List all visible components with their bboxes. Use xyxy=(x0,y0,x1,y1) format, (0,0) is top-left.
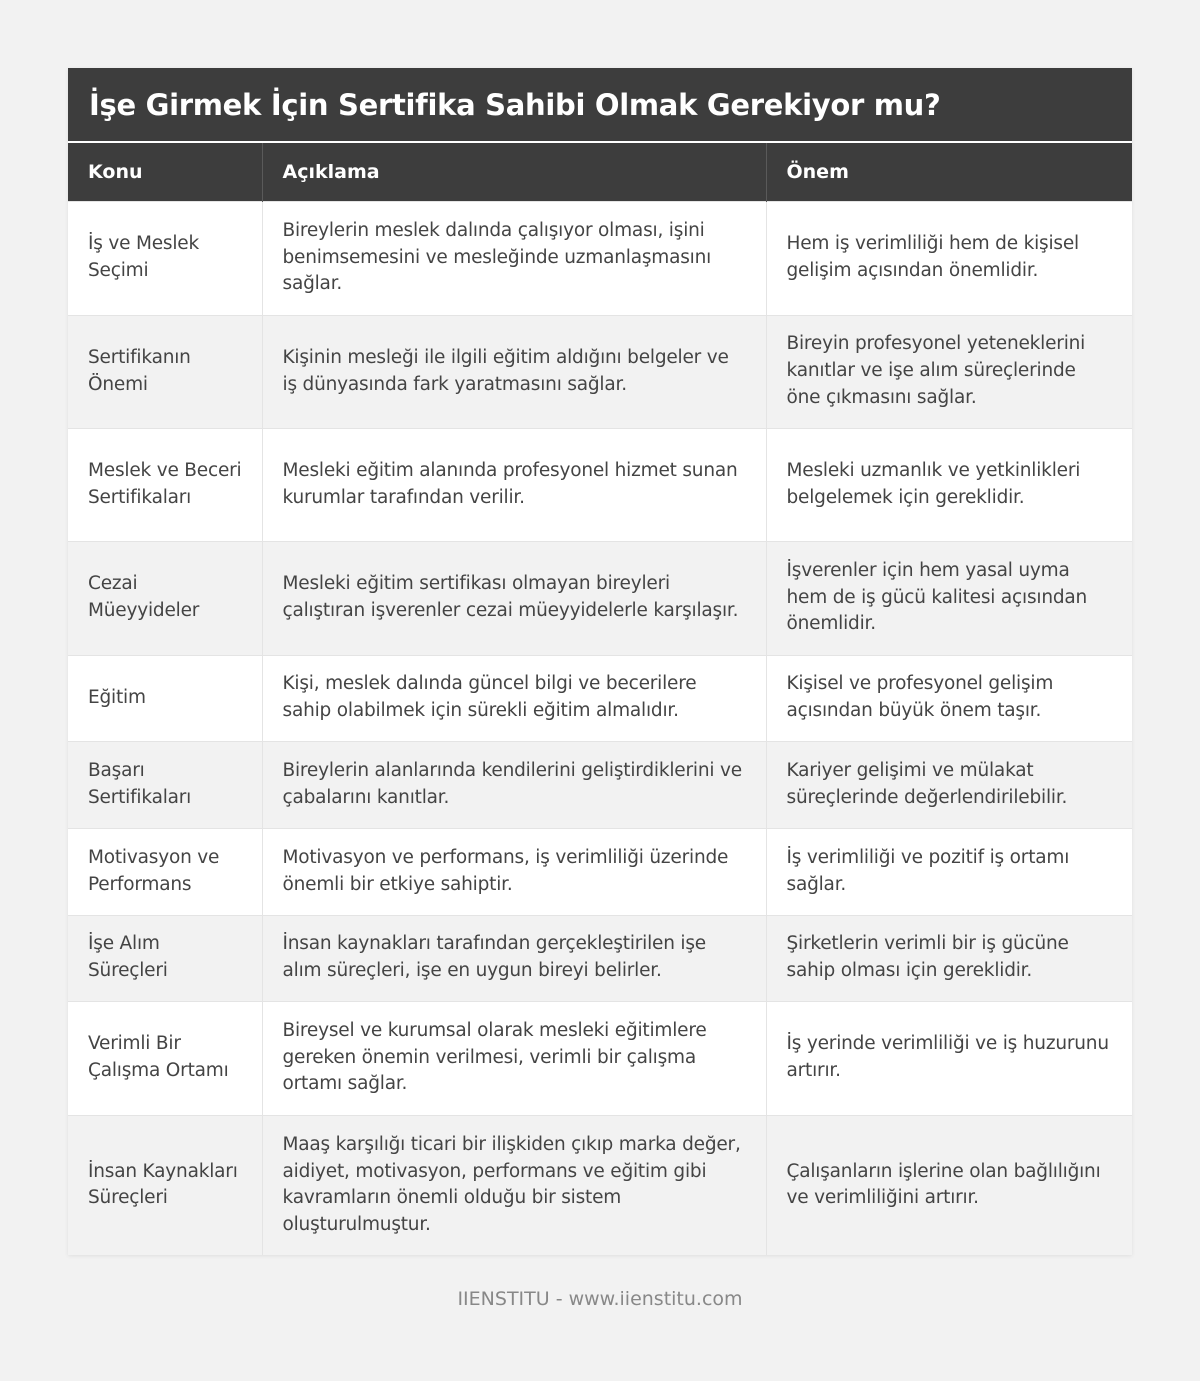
column-header-aciklama: Açıklama xyxy=(262,143,766,201)
cell-aciklama: Bireysel ve kurumsal olarak mesleki eğitimlere gereken önemin verilmesi, verimli bir çalışma ortamı sağlar. xyxy=(262,1001,766,1115)
table-card xyxy=(68,68,1132,1255)
table-row xyxy=(68,1115,1132,1255)
page-title: İşe Girmek İçin Sertifika Sahibi Olmak Gerekiyor mu? xyxy=(89,87,941,122)
cell-onem: Kişisel ve profesyonel gelişim açısından büyük önem taşır. xyxy=(766,655,1132,741)
cell-konu: İş ve Meslek Seçimi xyxy=(68,201,262,315)
cell-aciklama: Bireylerin alanlarında kendilerini geliştirdiklerini ve çabalarını kanıtlar. xyxy=(262,741,766,828)
cell-konu: Motivasyon ve Performans xyxy=(68,828,262,915)
title-bar xyxy=(68,68,1132,143)
table-row xyxy=(68,828,1132,915)
cell-konu: Cezai Müeyyideler xyxy=(68,541,262,655)
cell-aciklama: İnsan kaynakları tarafından gerçekleştirilen işe alım süreçleri, işe en uygun bireyi belirler. xyxy=(262,915,766,1001)
cell-aciklama: Mesleki eğitim alanında profesyonel hizmet sunan kurumlar tarafından verilir. xyxy=(262,428,766,541)
table-row xyxy=(68,201,1132,315)
cell-onem: Mesleki uzmanlık ve yetkinlikleri belgelemek için gereklidir. xyxy=(766,428,1132,541)
cell-aciklama: Bireylerin meslek dalında çalışıyor olması, işini benimsemesini ve mesleğinde uzmanlaşmasını sağlar. xyxy=(262,201,766,315)
table-row xyxy=(68,428,1132,541)
cell-aciklama: Mesleki eğitim sertifikası olmayan bireyleri çalıştıran işverenler cezai müeyyidelerle karşılaşır. xyxy=(262,541,766,655)
column-header-konu: Konu xyxy=(68,143,262,201)
cell-onem: İş yerinde verimliliği ve iş huzurunu artırır. xyxy=(766,1001,1132,1115)
table-row xyxy=(68,655,1132,741)
cell-aciklama: Kişinin mesleği ile ilgili eğitim aldığını belgeler ve iş dünyasında fark yaratmasını sağlar. xyxy=(262,315,766,428)
cell-konu: İnsan Kaynakları Süreçleri xyxy=(68,1115,262,1255)
column-header-onem: Önem xyxy=(766,143,1132,201)
cell-onem: Çalışanların işlerine olan bağlılığını ve verimliliğini artırır. xyxy=(766,1115,1132,1255)
table-row xyxy=(68,315,1132,428)
cell-onem: Kariyer gelişimi ve mülakat süreçlerinde değerlendirilebilir. xyxy=(766,741,1132,828)
table-row xyxy=(68,1001,1132,1115)
data-table xyxy=(68,143,1132,1255)
table-row xyxy=(68,915,1132,1001)
table-row xyxy=(68,541,1132,655)
cell-konu: Verimli Bir Çalışma Ortamı xyxy=(68,1001,262,1115)
cell-konu: İşe Alım Süreçleri xyxy=(68,915,262,1001)
cell-onem: Hem iş verimliliği hem de kişisel gelişim açısından önemlidir. xyxy=(766,201,1132,315)
cell-konu: Meslek ve Beceri Sertifikaları xyxy=(68,428,262,541)
cell-konu: Sertifikanın Önemi xyxy=(68,315,262,428)
cell-onem: İş verimliliği ve pozitif iş ortamı sağlar. xyxy=(766,828,1132,915)
cell-aciklama: Kişi, meslek dalında güncel bilgi ve becerilere sahip olabilmek için sürekli eğitim almalıdır. xyxy=(262,655,766,741)
table-header-row xyxy=(68,143,1132,201)
cell-konu: Başarı Sertifikaları xyxy=(68,741,262,828)
cell-onem: Şirketlerin verimli bir iş gücüne sahip olması için gereklidir. xyxy=(766,915,1132,1001)
table-row xyxy=(68,741,1132,828)
footer-credit: IIENSTITU - www.iienstitu.com xyxy=(457,1288,743,1310)
cell-onem: İşverenler için hem yasal uyma hem de iş gücü kalitesi açısından önemlidir. xyxy=(766,541,1132,655)
cell-aciklama: Motivasyon ve performans, iş verimliliği üzerinde önemli bir etkiye sahiptir. xyxy=(262,828,766,915)
cell-onem: Bireyin profesyonel yeteneklerini kanıtlar ve işe alım süreçlerinde öne çıkmasını sağlar. xyxy=(766,315,1132,428)
cell-konu: Eğitim xyxy=(68,655,262,741)
cell-aciklama: Maaş karşılığı ticari bir ilişkiden çıkıp marka değer, aidiyet, motivasyon, performans ve eğitim gibi kavramların önemli olduğu bir sistem oluşturulmuştur. xyxy=(262,1115,766,1255)
